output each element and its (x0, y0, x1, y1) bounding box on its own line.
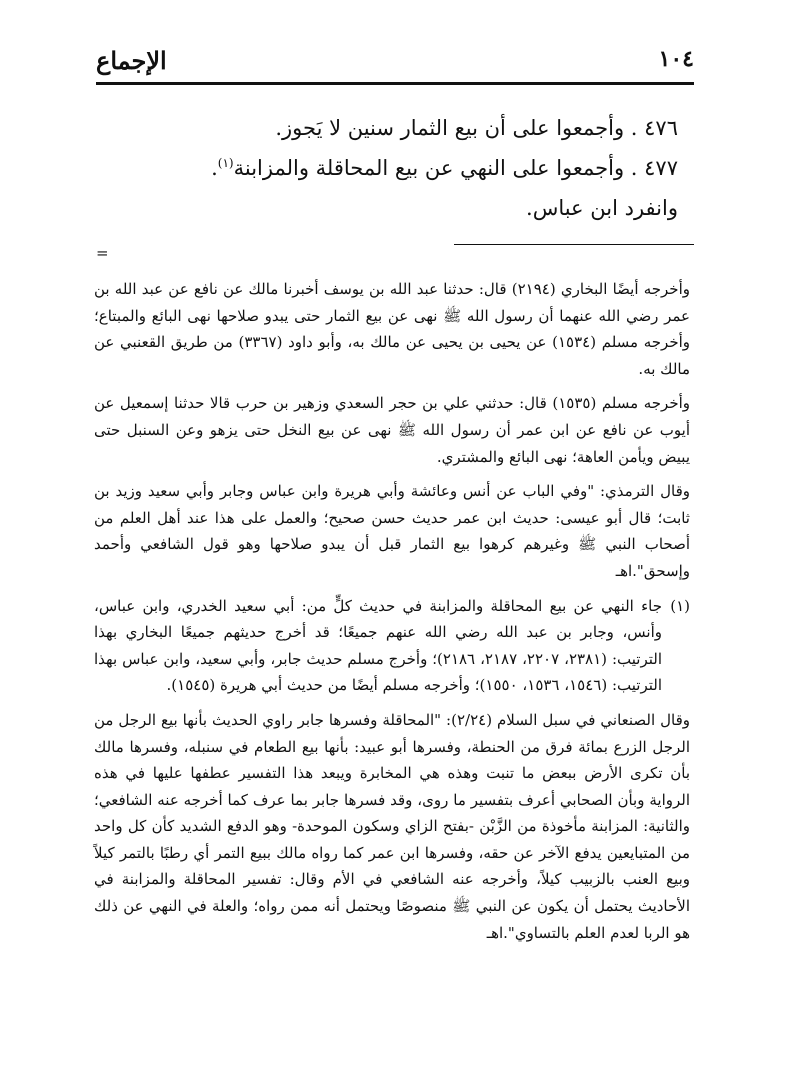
footnote-paragraph: وأخرجه أيضًا البخاري (٢١٩٤) قال: حدثنا عبد الله بن يوسف أخبرنا مالك عن نافع عن عبد الله بن عمر رضي الله عنهما أن رسول الله ﷺ نهى عن بيع الثمار حتى يبدو صلاحها نهى البائع والمبتاع؛ وأخرجه مسلم (١٥٣٤) عن يحيى بن يحيى عن مالك به، وأبو داود (٣٣٦٧) من طريق القعنبي عن مالك به. (94, 280, 691, 378)
page-header (96, 42, 694, 85)
footnotes (94, 276, 690, 946)
consensus-item-477 (211, 148, 678, 188)
consensus-item-477-text: ٤٧٧ . وأجمعوا على النهي عن بيع المحاقلة والمزابنة (233, 156, 678, 180)
footnote-paragraph: وأخرجه مسلم (١٥٣٥) قال: حدثني علي بن حجر السعدي وزهير بن حرب قالا حدثنا إسمعيل عن أيوب عن نافع عن ابن عمر أن رسول الله ﷺ نهى عن بيع النخل حتى يزهو وعن السنبل حتى يبيض ويأمن العاهة؛ نهى البائع والمشتري. (94, 394, 691, 466)
main-text (211, 108, 678, 228)
footnote-paragraph: وقال الصنعاني في سبل السلام (٢/٢٤): "المحاقلة وفسرها جابر راوي الحديث بأنها بيع الرجل من الرجل الزرع بمائة فرق من الحنطة، وفسرها أبو عبيد: بأنها بيع الطعام في سنبله، وفسرها مالك بأن تكرى الأرض ببعض ما تنبت وهذه هي المخابرة ويبعد هذا التفسير عطفها عليها في هذه الرواية وبأن الصحابي أعرف بتفسير ما روى، وقد فسرها جابر بما عرف كما أخرجه عنه الشافعي؛ والثانية: المزابنة مأخوذة من الزَّبْن -بفتح الزاي وسكون الموحدة- وهو الدفع الشديد كأن كل واحد من المتبايعين يدفع الآخر عن حقه، وفسرها ابن عمر كما رواه مالك ببيع التمر أي رطبًا بالتمر كيلاً وبيع العنب بالزبيب كيلاً، وأخرجه عنه الشافعي في الأم وقال: تفسير المحاقلة والمزابنة في الأحاديث يحتمل أن يكون عن النبي ﷺ منصوصًا ويحتمل أنه ممن رواه؛ والعلة في النهي عن ذلك هو الربا لعدم العلم بالتساوي".اهـ (94, 710, 691, 942)
footnote-marker: (١) (670, 596, 690, 615)
consensus-item-476: ٤٧٦ . وأجمعوا على أن بيع الثمار سنين لا يَجوز. (275, 116, 678, 140)
footnote-1-text: جاء النهي عن بيع المحاقلة والمزابنة في حديث كلٍّ من: أبي سعيد الخدري، وابن عباس، وأنس، وجابر بن عبد الله رضي الله عنهم جميعًا؛ قد أخرج حديثهم جميعًا البخاري بهذا الترتيب: (٢٣٨١، ٢٢٠٧، ٢١٨٧، ٢١٨٦)؛ وأخرج مسلم حديث جابر، وأبي سعيد، وابن عباس بهذا الترتيب: (١٥٤٦، ١٥٣٦، ١٥٥٠)؛ وأخرجه مسلم أيضًا من حديث أبي هريرة (١٥٤٥). (94, 596, 662, 695)
running-title: الإجماع (96, 46, 167, 75)
footnote-paragraph: وقال الترمذي: "وفي الباب عن أنس وعائشة وأبي هريرة وابن عباس وجابر وأبي سعيد وزيد بن ثابت؛ قال أبو عيسى: حديث ابن عمر حديث حسن صحيح؛ والعمل على هذا عند أهل العلم من أصحاب النبي ﷺ وغيرهم كرهوا بيع الثمار قبل أن يبدو صلاحها وهو قول الشافعي وأحمد وإسحق".اهـ (94, 482, 690, 580)
page-number: ١٠٤ (658, 46, 694, 72)
continuation-marker: = (96, 244, 109, 262)
footnote-separator (454, 244, 694, 245)
footnote-ref-1[interactable]: (١) (217, 156, 234, 170)
consensus-item-477-period: . (211, 156, 218, 180)
consensus-item-477-continuation: وانفرد ابن عباس. (526, 196, 678, 220)
footnote-1 (94, 593, 690, 699)
